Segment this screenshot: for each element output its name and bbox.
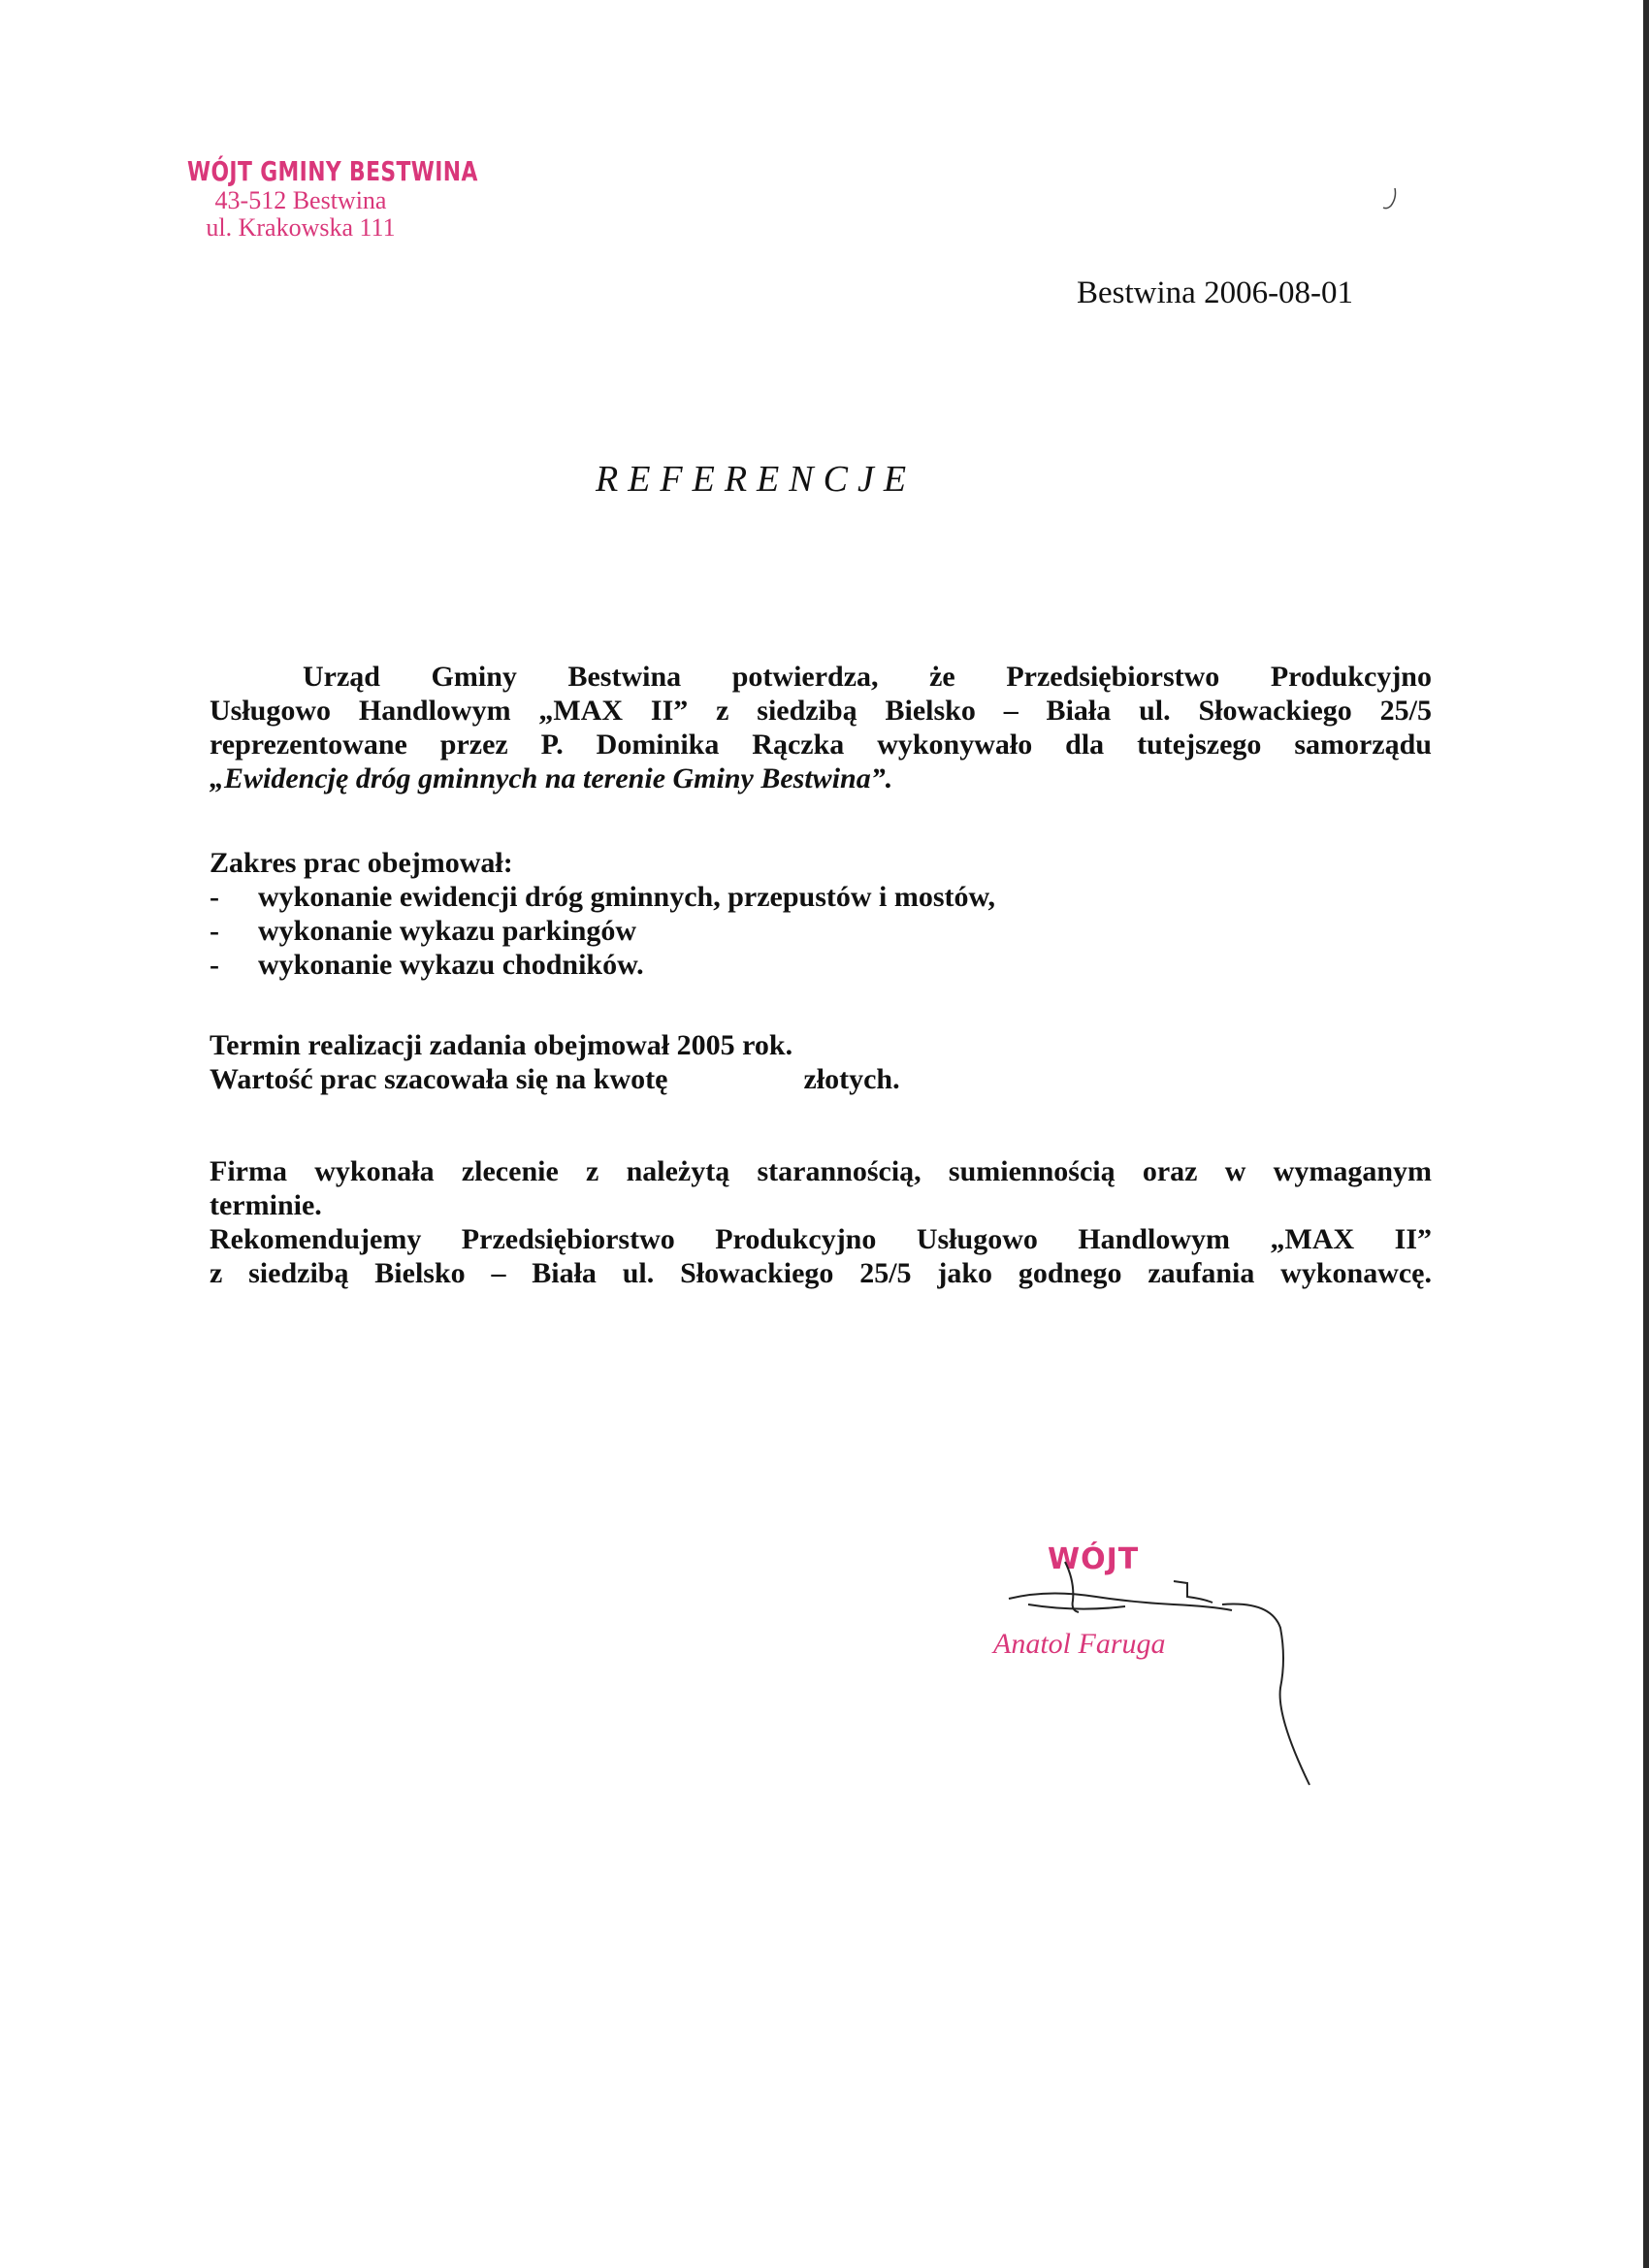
project-name: „Ewidencję dróg gminnych na terenie Gminy Bestwina”. [210,762,893,794]
paragraph-confirmation [210,660,1432,795]
paragraph-line: Firma wykonała zlecenie z należytą starannością, sumiennością oraz w wymaganym [210,1155,1432,1187]
list-item-text: wykonanie wykazu parkingów [258,915,637,947]
stamp-street: ul. Krakowska 111 [206,213,396,242]
paragraph-term [210,1028,1432,1096]
pen-mark [1377,184,1406,223]
list-item-text: wykonanie wykazu chodników. [258,949,644,981]
signature-stamp-name: Anatol Faruga [993,1628,1166,1660]
stamp-title: WÓJT GMINY BESTWINA [187,155,478,187]
stamp-postal: 43-512 Bestwina [214,186,387,214]
signature-stamp-title: WÓJT [1048,1542,1140,1576]
list-bullet: - [210,881,219,913]
term-line: Termin realizacji zadania obejmował 2005 rok. [210,1029,793,1061]
paragraph-line: z siedzibą Bielsko – Biała ul. Słowackiego 25/5 jako godnego zaufania wykonawcę. [210,1257,1432,1289]
value-suffix: złotych. [803,1063,900,1095]
value-prefix: Wartość prac szacowała się na kwotę [210,1063,668,1095]
office-stamp [155,155,478,242]
paragraph-line: Rekomendujemy Przedsiębiorstwo Produkcyjno Usługowo Handlowym „MAX II” [210,1223,1432,1255]
paragraph-line: reprezentowane przez P. Dominika Rączka wykonywało dla tutejszego samorządu [210,729,1432,761]
list-item [210,880,1432,914]
paragraph-line: Urząd Gminy Bestwina potwierdza, że Przedsiębiorstwo Produkcyjno [303,661,1432,693]
signature-block [989,1542,1339,1795]
scope-heading: Zakres prac obejmował: [210,847,513,879]
list-item [210,914,1432,948]
list-bullet: - [210,949,219,981]
document-title: REFERENCJE [596,459,917,500]
value-line [210,1062,1432,1096]
list-item [210,948,1432,982]
scan-edge [1643,0,1649,2268]
paragraph-line: terminie. [210,1189,322,1221]
list-bullet: - [210,915,219,947]
handwritten-signature [989,1542,1339,1795]
scope-section [210,846,1432,982]
document-date: Bestwina 2006-08-01 [1077,275,1354,310]
paragraph-line: Usługowo Handlowym „MAX II” z siedzibą Bielsko – Biała ul. Słowackiego 25/5 [210,695,1432,727]
paragraph-recommendation [210,1154,1432,1290]
list-item-text: wykonanie ewidencji dróg gminnych, przepustów i mostów, [258,881,996,913]
